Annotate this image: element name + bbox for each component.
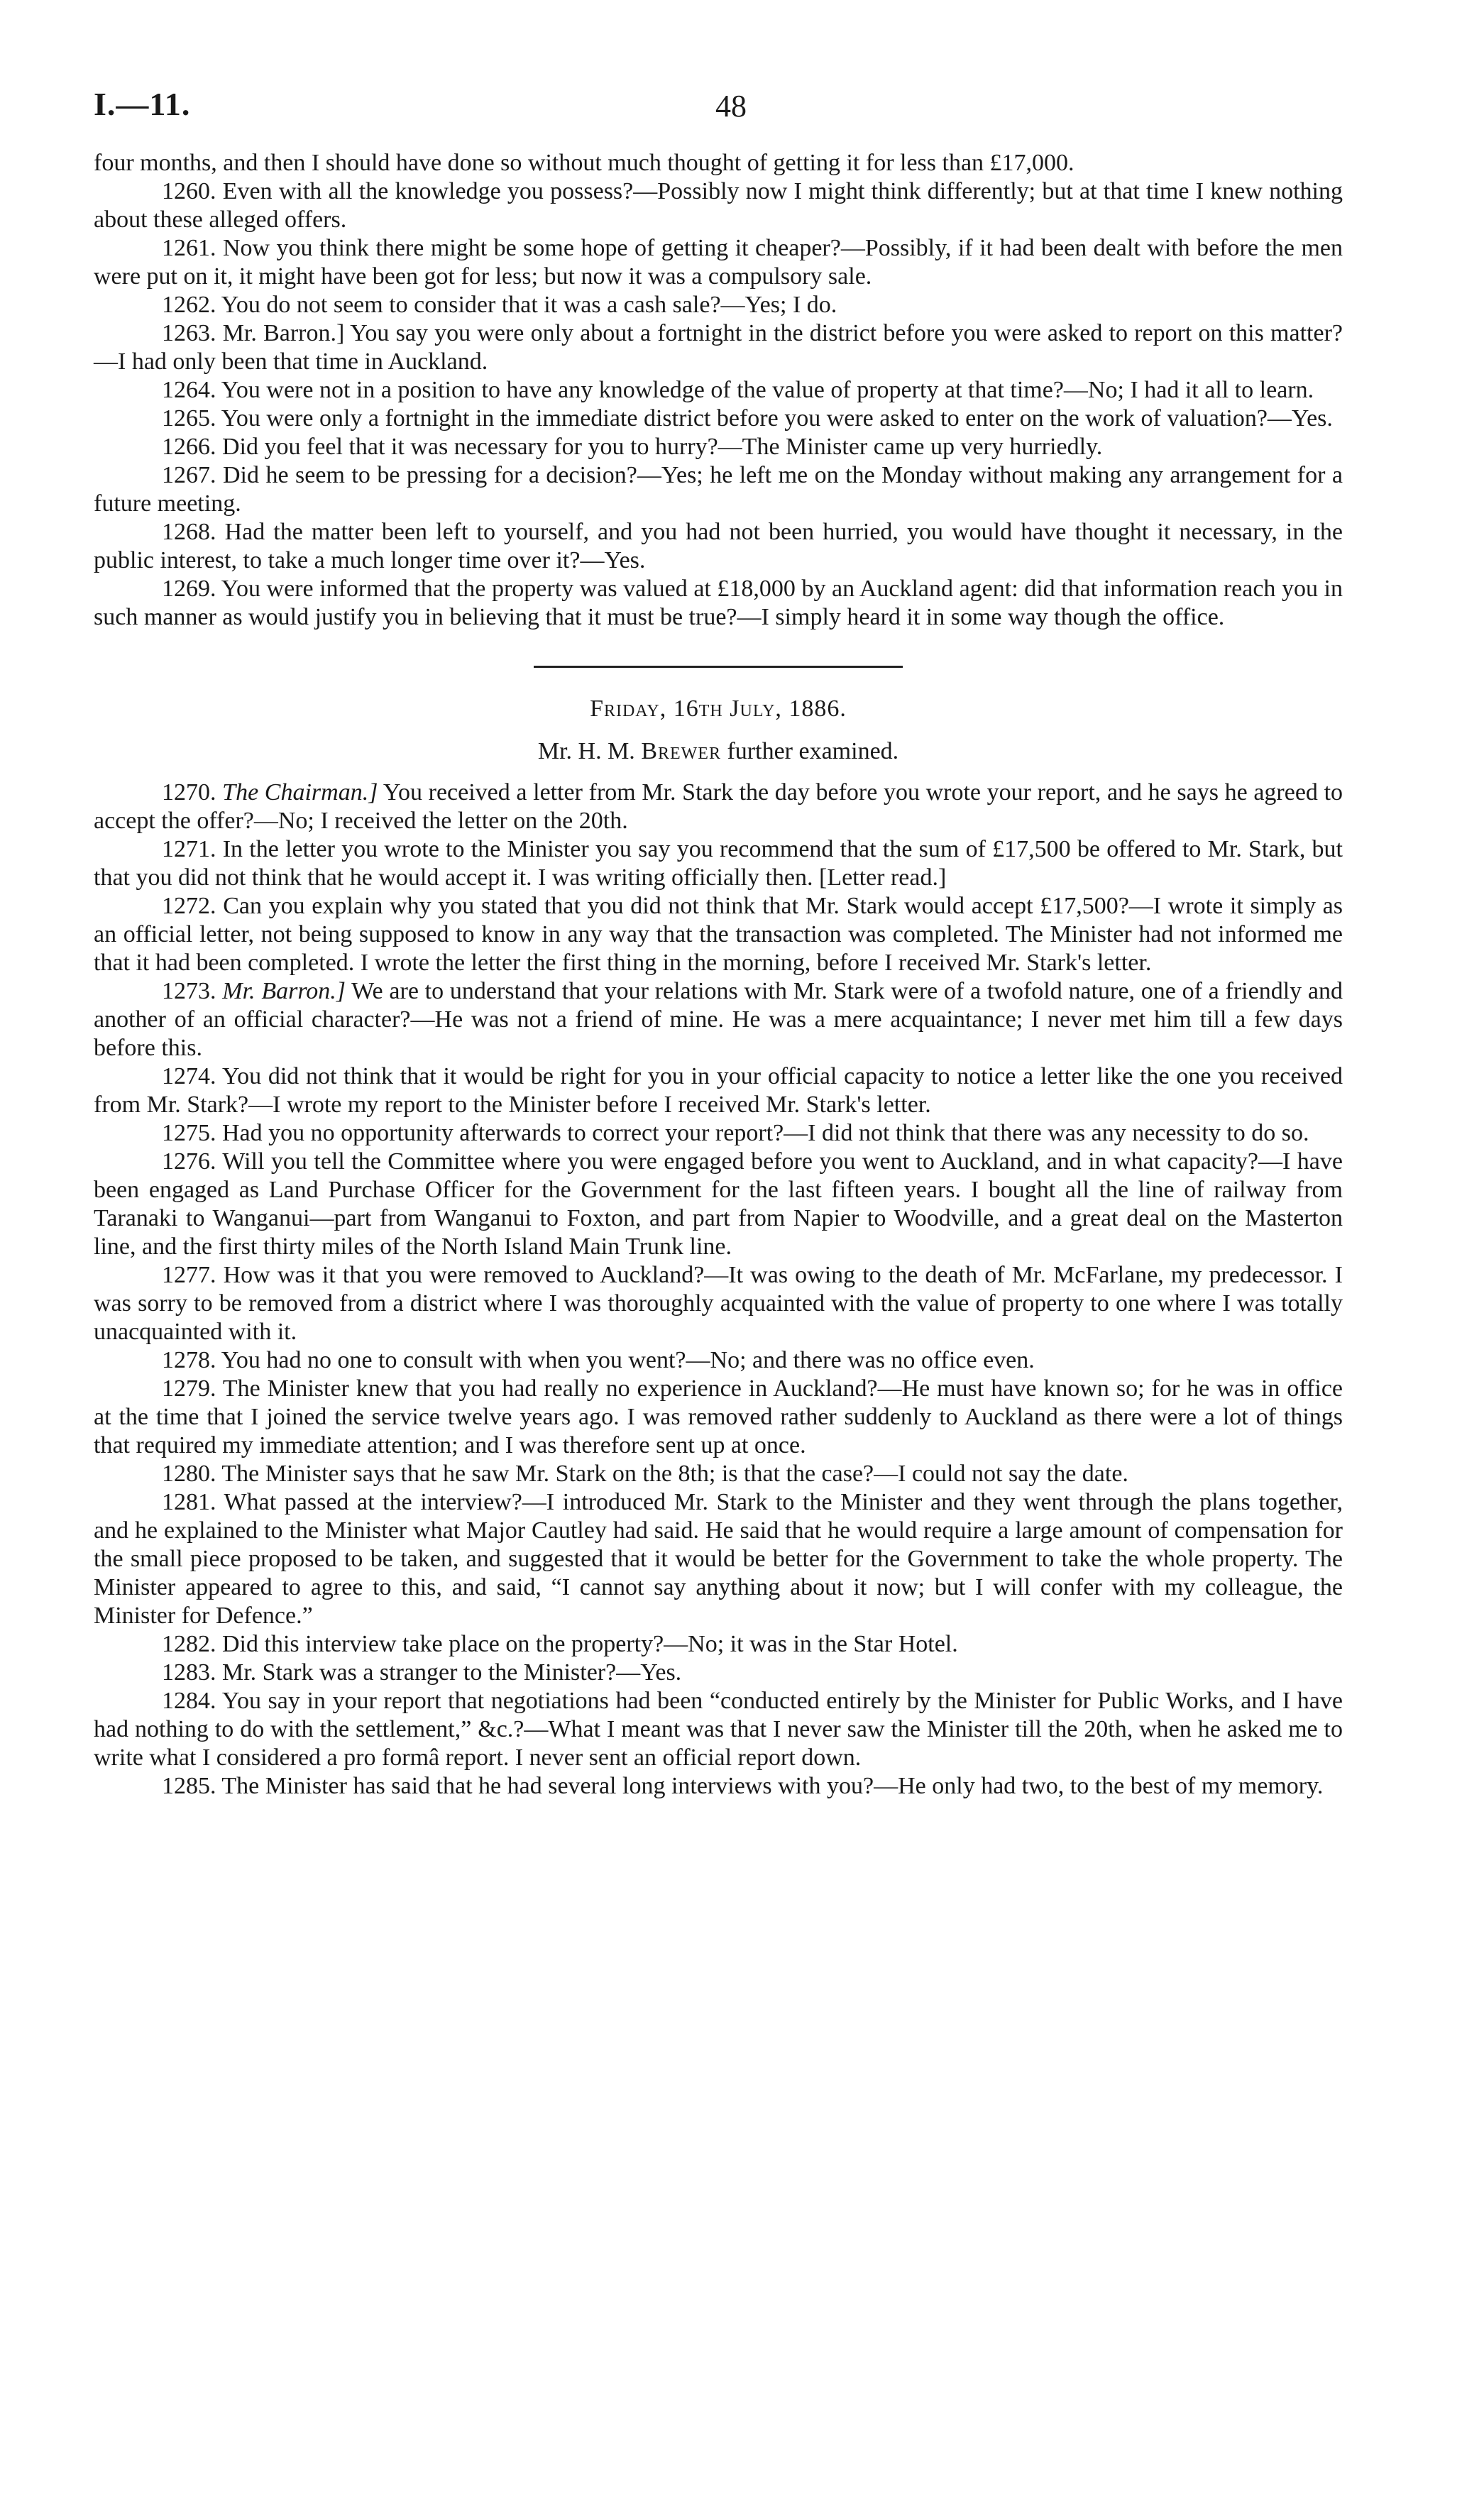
- question-paragraph: [94, 977, 1343, 1062]
- question-paragraph: [94, 1772, 1343, 1801]
- question-number: 1271.: [162, 836, 216, 862]
- paper-reference: I.—11.: [94, 86, 191, 122]
- question-number: 1272.: [162, 893, 216, 919]
- witness-prefix: Mr. H. M.: [537, 738, 642, 764]
- question-number: 1273.: [162, 978, 216, 1004]
- section-divider: [534, 666, 903, 668]
- question-paragraph: [94, 1687, 1343, 1772]
- question-text: Mr. Stark was a stranger to the Minister?—Yes.: [222, 1659, 682, 1686]
- witness-suffix: further examined.: [720, 738, 899, 764]
- question-number: 1283.: [162, 1659, 216, 1686]
- evidence-paragraph: 1266. Did you feel that it was necessary for you to hurry?—The Minister came up very hurriedly.: [162, 434, 1103, 460]
- page-number: 48: [715, 89, 747, 123]
- question-text: The Minister says that he saw Mr. Stark on the 8th; is that the case?—I could not say the date.: [221, 1461, 1128, 1487]
- question-number: 1285.: [162, 1773, 216, 1799]
- question-number: 1270.: [162, 779, 216, 806]
- question-paragraph: [94, 1261, 1343, 1346]
- question-number: 1280.: [162, 1461, 216, 1487]
- question-text: You received a letter from Mr. Stark the day before you wrote your report, and he says he agreed to accept the offer?—No; I received the letter on the 20th.: [94, 779, 1343, 834]
- evidence-paragraph: 1260. Even with all the knowledge you possess?—Possibly now I might think differently; but at that time I knew nothing about these alleged offers.: [94, 178, 1343, 233]
- evidence-questions: [94, 779, 1343, 1801]
- question-text: How was it that you were removed to Auckland?—It was owing to the death of Mr. McFarlane, my predecessor. I was sorry to be removed from a district where I was thoroughly acquainted with the value of property to one where I was totally unacquainted with it.: [94, 1262, 1343, 1345]
- evidence-paragraph: 1261. Now you think there might be some hope of getting it cheaper?—Possibly, if it had been dealt with before the men were put on it, it might have been got for less; but now it was a compulsory sale.: [94, 235, 1343, 290]
- evidence-paragraph: 1264. You were not in a position to have any knowledge of the value of property at that time?—No; I had it all to learn.: [162, 377, 1314, 403]
- page-header: [94, 85, 1343, 149]
- evidence-paragraph: 1262. You do not seem to consider that it was a cash sale?—Yes; I do.: [162, 292, 837, 318]
- question-text: The Minister knew that you had really no experience in Auckland?—He must have known so; for he was in office at the time that I joined the service twelve years ago. I was removed rather suddenly to Auckland as there were a lot of things that required my immediate attention; and I was therefore sent up at once.: [94, 1375, 1343, 1458]
- question-paragraph: [94, 1375, 1343, 1460]
- question-text: You did not think that it would be right for you in your official capacity to notice a letter like the one you received from Mr. Stark?—I wrote my report to the Minister before I received Mr. Stark's letter.: [94, 1063, 1343, 1118]
- witness-heading: [94, 737, 1343, 766]
- question-text: Will you tell the Committee where you were engaged before you went to Auckland, and in what capacity?—I have been engaged as Land Purchase Officer for the Government for the last fifteen years. I bought all the line of railway from Taranaki to Wanganui—part from Wanganui to Foxton, and part from Napier to Woodville, and a great deal on the Masterton line, and the first thirty miles of the North Island Main Trunk line.: [94, 1148, 1343, 1260]
- evidence-paragraph: 1269. You were informed that the property was valued at £18,000 by an Auckland agent: did that information reach you in such manner as would justify you in believing that it must be true?—I simply heard it in some way though the office.: [94, 576, 1343, 630]
- question-text: What passed at the interview?—I introduced Mr. Stark to the Minister and they went through the plans together, and he explained to the Minister what Major Cautley had said. He said that he would require a large amount of compensation for the small piece proposed to be taken, and suggested that it would be better for the Government to take the whole property. The Minister appeared to agree to this, and said, “I cannot say anything about it now; but I will confer with my colleague, the Minister for Defence.”: [94, 1489, 1343, 1629]
- question-paragraph: [94, 1460, 1343, 1488]
- question-paragraph: [94, 1488, 1343, 1630]
- evidence-continuation: [94, 149, 1343, 632]
- evidence-paragraph: four months, and then I should have done so without much thought of getting it for less than £17,000.: [94, 150, 1074, 176]
- question-paragraph: [94, 1659, 1343, 1687]
- question-paragraph: [94, 1630, 1343, 1659]
- question-number: 1284.: [162, 1688, 216, 1714]
- question-text: Had you no opportunity afterwards to correct your report?—I did not think that there was any necessity to do so.: [222, 1120, 1309, 1146]
- speaker-name: Mr. Barron.]: [222, 978, 346, 1004]
- question-paragraph: [94, 1346, 1343, 1375]
- question-number: 1276.: [162, 1148, 216, 1175]
- question-paragraph: [94, 1062, 1343, 1119]
- question-paragraph: [94, 1119, 1343, 1148]
- question-text: Can you explain why you stated that you did not think that Mr. Stark would accept £17,500?—I wrote it simply as an official letter, not being supposed to know in any way that the transaction was completed. The Minister had not informed me that it had been completed. I wrote the letter the first thing in the morning, before I received Mr. Stark's letter.: [94, 893, 1343, 976]
- document-page: [94, 85, 1343, 1801]
- evidence-paragraph: 1263. Mr. Barron.] You say you were only about a fortnight in the district before you were asked to report on this matter?—I had only been that time in Auckland.: [94, 320, 1343, 375]
- question-paragraph: [94, 1148, 1343, 1261]
- question-number: 1277.: [162, 1262, 216, 1288]
- question-text: The Minister has said that he had several long interviews with you?—He only had two, to the best of my memory.: [221, 1773, 1324, 1799]
- question-number: 1274.: [162, 1063, 216, 1089]
- witness-name: Brewer: [641, 738, 721, 764]
- question-number: 1282.: [162, 1631, 216, 1657]
- question-paragraph: [94, 779, 1343, 835]
- question-text: In the letter you wrote to the Minister you say you recommend that the sum of £17,500 be offered to Mr. Stark, but that you did not think that he would accept it. I was writing officially then. [Letter read.]: [94, 836, 1343, 891]
- question-number: 1275.: [162, 1120, 216, 1146]
- question-number: 1279.: [162, 1375, 216, 1402]
- question-number: 1278.: [162, 1347, 216, 1373]
- question-text: You had no one to consult with when you went?—No; and there was no office even.: [221, 1347, 1035, 1373]
- evidence-paragraph: 1268. Had the matter been left to yourself, and you had not been hurried, you would have thought it necessary, in the public interest, to take a much longer time over it?—Yes.: [94, 519, 1343, 573]
- evidence-paragraph: 1267. Did he seem to be pressing for a decision?—Yes; he left me on the Monday without making any arrangement for a future meeting.: [94, 462, 1343, 517]
- question-text: You say in your report that negotiations had been “conducted entirely by the Minister for Public Works, and I have had nothing to do with the settlement,” &c.?—What I meant was that I never saw the Minister till the 20th, when he asked me to write what I considered a pro formâ report. I never sent an official report down.: [94, 1688, 1343, 1771]
- session-date: Friday, 16th July, 1886.: [590, 696, 847, 722]
- question-text: Did this interview take place on the property?—No; it was in the Star Hotel.: [222, 1631, 958, 1657]
- question-paragraph: [94, 835, 1343, 892]
- speaker-name: The Chairman.]: [222, 779, 378, 806]
- question-number: 1281.: [162, 1489, 216, 1515]
- question-paragraph: [94, 892, 1343, 977]
- question-text: We are to understand that your relations with Mr. Stark were of a twofold nature, one of a friendly and another of an official character?—He was not a friend of mine. He was a mere acquaintance; I never met him till a few days before this.: [94, 978, 1343, 1061]
- evidence-paragraph: 1265. You were only a fortnight in the immediate district before you were asked to enter on the work of valuation?—Yes.: [162, 405, 1333, 432]
